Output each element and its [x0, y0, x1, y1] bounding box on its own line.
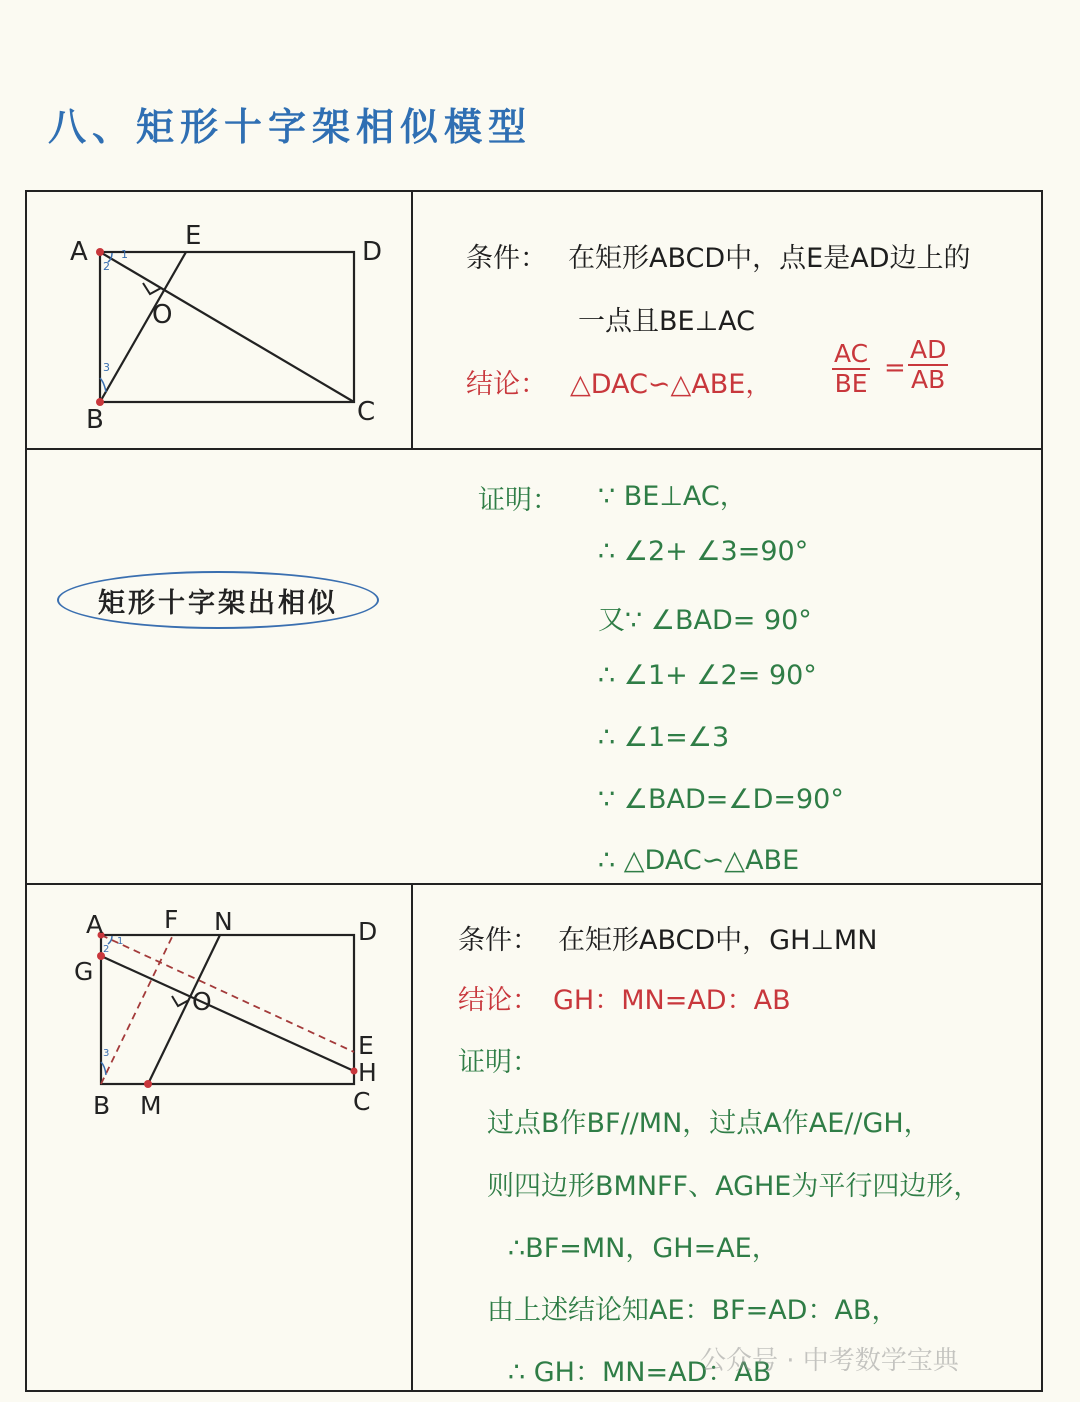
- diagram-rectangle-cross-2: [60, 900, 400, 1125]
- proof-line: 过点B作BF//MN，过点A作AE//GH，: [487, 1108, 931, 1139]
- label-g: G: [74, 957, 94, 986]
- fraction-ac-be-numerator: AC: [834, 339, 869, 368]
- label-a-2: A: [86, 910, 104, 939]
- row-divider-2: [25, 883, 1043, 885]
- angle-label-2: 2: [103, 260, 110, 273]
- oval-callout: 矩形十字架出相似: [57, 571, 379, 629]
- proof-line: ∴ △DAC∽△ABE: [598, 845, 800, 876]
- label-c: C: [357, 397, 376, 427]
- col-divider-1: [411, 190, 413, 449]
- diagonal-ac: [100, 252, 354, 402]
- label-d: D: [362, 237, 383, 267]
- point-m: [144, 1080, 152, 1088]
- label-n: N: [214, 907, 233, 936]
- fraction-ad-ab: [908, 336, 948, 394]
- angle-label-2-2: 2: [103, 944, 110, 955]
- fraction-ad-ab-denominator: AB: [911, 365, 946, 394]
- label-o-2: O: [192, 987, 212, 1016]
- conclusion-label-1: 结论：: [466, 369, 547, 400]
- label-f: F: [164, 905, 179, 934]
- proof-line: ∴ ∠1+ ∠2= 90°: [598, 660, 817, 691]
- angle-label-1-2: 1: [117, 936, 124, 947]
- label-e-2: E: [358, 1031, 374, 1060]
- right-angle-mark: [143, 283, 161, 294]
- label-o: O: [152, 300, 173, 330]
- label-a: A: [70, 237, 88, 267]
- fraction-ac-be-denominator: BE: [834, 369, 868, 398]
- fraction-equals-sign: =: [884, 353, 906, 383]
- proof-line: 由上述结论知AE：BF=AD：AB，: [487, 1295, 899, 1326]
- label-c-2: C: [353, 1087, 371, 1116]
- point-h: [351, 1068, 358, 1075]
- angle-label-1: 1: [121, 248, 128, 261]
- label-h: H: [358, 1058, 377, 1087]
- proof-line: ∴BF=MN，GH=AE，: [508, 1233, 779, 1264]
- proof-line: ∵ BE⊥AC，: [598, 481, 747, 512]
- angle-label-3: 3: [103, 361, 110, 374]
- col-divider-3: [411, 883, 413, 1391]
- watermark: 公众号 · 中考数学宝典: [700, 1346, 959, 1376]
- label-b-2: B: [93, 1091, 111, 1120]
- diagram-rectangle-cross-1: [60, 215, 400, 435]
- proof-line: ∵ ∠BAD=∠D=90°: [598, 784, 844, 815]
- page-title: 八、矩形十字架相似模型: [48, 105, 533, 149]
- conclusion-label-3: 结论：: [458, 985, 539, 1016]
- label-m: M: [140, 1091, 162, 1120]
- condition-label-3: 条件：: [458, 925, 539, 956]
- dashed-bf: [101, 935, 173, 1084]
- label-b: B: [86, 405, 104, 435]
- conclusion-text-1: △DAC∽△ABE，: [570, 369, 773, 400]
- proof-line: 则四边形BMNFF、AGHE为平行四边形，: [487, 1171, 981, 1202]
- fraction-ac-be: [832, 340, 870, 398]
- condition-line-1: 在矩形ABCD中，点E是AD边上的: [568, 243, 971, 274]
- label-e: E: [185, 221, 202, 251]
- condition-line-2: 一点且BE⊥AC: [578, 306, 755, 337]
- rectangle-abcd-2: [101, 935, 354, 1084]
- proof-line: ∴ GH：MN=AD：AB: [508, 1357, 772, 1388]
- dashed-ae: [101, 935, 354, 1052]
- label-d-2: D: [358, 917, 378, 946]
- fraction-ad-ab-numerator: AD: [910, 335, 947, 364]
- proof-line: 又∵ ∠BAD= 90°: [598, 605, 812, 636]
- condition-label-1: 条件：: [466, 243, 547, 274]
- proof-line: ∴ ∠1=∠3: [598, 722, 730, 753]
- proof-line: ∴ ∠2+ ∠3=90°: [598, 536, 809, 567]
- proof-label-3: 证明：: [458, 1047, 539, 1078]
- segment-be: [100, 252, 186, 402]
- condition-text-3: 在矩形ABCD中，GH⊥MN: [558, 925, 878, 956]
- segment-gh: [101, 956, 354, 1071]
- angle-label-3-2: 3: [103, 1048, 110, 1059]
- proof-label-1: 证明：: [478, 485, 559, 516]
- conclusion-text-3: GH：MN=AD：AB: [553, 985, 791, 1016]
- row-divider-1: [25, 448, 1043, 450]
- point-a: [96, 248, 104, 256]
